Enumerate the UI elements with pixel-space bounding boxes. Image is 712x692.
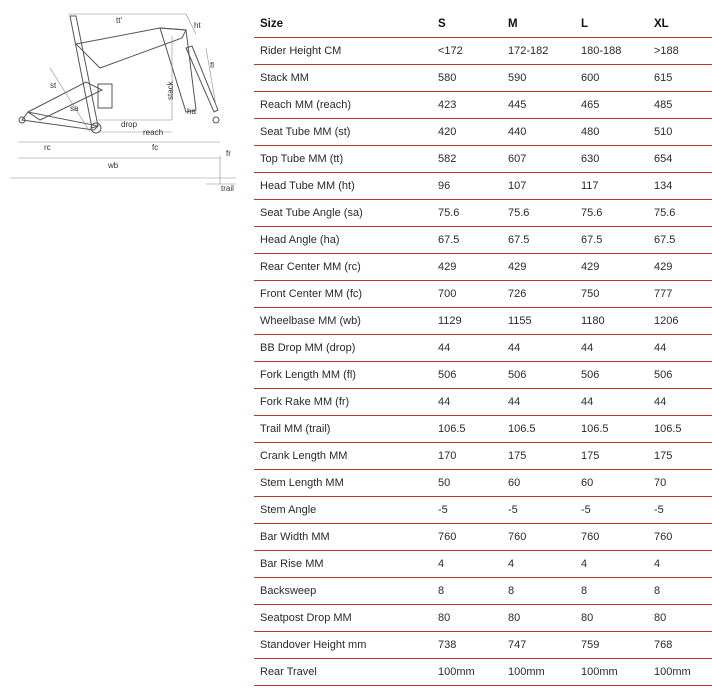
table-cell: 117 (575, 173, 648, 200)
table-cell: 465 (575, 92, 648, 119)
table-cell: 747 (502, 632, 575, 659)
table-cell: 760 (648, 524, 712, 551)
table-row (254, 65, 712, 92)
label-stack: stack (166, 81, 175, 100)
label-reach: reach (143, 128, 164, 137)
header-l: L (575, 11, 648, 38)
table-cell: 180-188 (575, 38, 648, 65)
table-cell: 75.6 (432, 200, 502, 227)
row-label: Seat Tube Angle (sa) (254, 200, 432, 227)
table-cell: 590 (502, 65, 575, 92)
table-cell: -5 (575, 497, 648, 524)
table-row (254, 497, 712, 524)
row-label: Trail MM (trail) (254, 416, 432, 443)
table-cell: 582 (432, 146, 502, 173)
table-cell: 777 (648, 281, 712, 308)
table-cell: 506 (648, 362, 712, 389)
table-cell: 44 (432, 335, 502, 362)
label-fc: fc (152, 143, 159, 152)
row-label: Rear Travel (254, 659, 432, 686)
table-row (254, 524, 712, 551)
header-m: M (502, 11, 575, 38)
table-row (254, 200, 712, 227)
table-cell: 170 (432, 443, 502, 470)
label-ht: ht (194, 21, 201, 30)
table-cell: 423 (432, 92, 502, 119)
table-cell: 75.6 (648, 200, 712, 227)
table-cell: 429 (575, 254, 648, 281)
row-label: Seat Tube MM (st) (254, 119, 432, 146)
row-label: Head Angle (ha) (254, 227, 432, 254)
table-cell: 630 (575, 146, 648, 173)
table-cell: 67.5 (648, 227, 712, 254)
row-label: Rider Height CM (254, 38, 432, 65)
table-cell: 420 (432, 119, 502, 146)
table-cell: 175 (502, 443, 575, 470)
table-cell: 44 (502, 389, 575, 416)
table-cell: 60 (575, 470, 648, 497)
table-cell: 172-182 (502, 38, 575, 65)
table-cell: 106.5 (648, 416, 712, 443)
label-fl: fl (210, 61, 214, 70)
row-label: Bar Rise MM (254, 551, 432, 578)
table-cell: 44 (432, 389, 502, 416)
table-row (254, 632, 712, 659)
label-sa: sa (70, 104, 79, 113)
table-cell: 760 (502, 524, 575, 551)
table-row (254, 470, 712, 497)
table-cell: 44 (648, 335, 712, 362)
table-cell: 175 (648, 443, 712, 470)
table-cell: 429 (432, 254, 502, 281)
table-cell: 44 (648, 389, 712, 416)
table-cell: 8 (432, 578, 502, 605)
row-label: Fork Length MM (fl) (254, 362, 432, 389)
table-row (254, 551, 712, 578)
table-row (254, 389, 712, 416)
table-cell: 80 (432, 605, 502, 632)
table-cell: 8 (502, 578, 575, 605)
table-cell: 445 (502, 92, 575, 119)
table-cell: 67.5 (432, 227, 502, 254)
header-size: Size (254, 11, 432, 38)
table-cell: 440 (502, 119, 575, 146)
label-rc: rc (44, 143, 51, 152)
header-xl: XL (648, 11, 712, 38)
table-cell: 175 (575, 443, 648, 470)
table-cell: 760 (432, 524, 502, 551)
row-label: Stem Length MM (254, 470, 432, 497)
table-row (254, 605, 712, 632)
row-label: Fork Rake MM (fr) (254, 389, 432, 416)
table-cell: 506 (432, 362, 502, 389)
table-cell: 760 (575, 524, 648, 551)
table-cell: 506 (575, 362, 648, 389)
table-cell: 510 (648, 119, 712, 146)
table-cell: 106.5 (432, 416, 502, 443)
row-label: Rear Center MM (rc) (254, 254, 432, 281)
table-cell: 8 (648, 578, 712, 605)
table-cell: 485 (648, 92, 712, 119)
row-label: Crank Length MM (254, 443, 432, 470)
table-cell: 615 (648, 65, 712, 92)
table-row (254, 254, 712, 281)
table-cell: 607 (502, 146, 575, 173)
table-cell: 107 (502, 173, 575, 200)
label-trail: trail (221, 184, 234, 193)
row-label: Stem Angle (254, 497, 432, 524)
table-cell: 429 (648, 254, 712, 281)
row-label: Reach MM (reach) (254, 92, 432, 119)
table-cell: 60 (502, 470, 575, 497)
table-cell: 75.6 (575, 200, 648, 227)
row-label: Seatpost Drop MM (254, 605, 432, 632)
table-row (254, 659, 712, 686)
row-label: Front Center MM (fc) (254, 281, 432, 308)
label-tt: tt' (116, 16, 122, 25)
row-label: Bar Width MM (254, 524, 432, 551)
table-cell: 67.5 (575, 227, 648, 254)
table-cell: 700 (432, 281, 502, 308)
row-label: Standover Height mm (254, 632, 432, 659)
label-drop: drop (121, 120, 138, 129)
table-cell: 759 (575, 632, 648, 659)
table-cell: 75.6 (502, 200, 575, 227)
table-cell: 429 (502, 254, 575, 281)
dimension-lines (10, 14, 236, 184)
table-cell: 1206 (648, 308, 712, 335)
table-row (254, 308, 712, 335)
table-cell: 1180 (575, 308, 648, 335)
geometry-table (254, 11, 712, 686)
header-s: S (432, 11, 502, 38)
table-row (254, 443, 712, 470)
table-cell: 80 (575, 605, 648, 632)
table-row (254, 416, 712, 443)
table-cell: 654 (648, 146, 712, 173)
row-label: Backsweep (254, 578, 432, 605)
table-row (254, 362, 712, 389)
table-row (254, 578, 712, 605)
table-cell: 96 (432, 173, 502, 200)
table-cell: 100mm (648, 659, 712, 686)
table-cell: 44 (575, 335, 648, 362)
row-label: Head Tube MM (ht) (254, 173, 432, 200)
table-cell: 100mm (502, 659, 575, 686)
table-cell: 738 (432, 632, 502, 659)
table-cell: 44 (575, 389, 648, 416)
label-fr: fr (226, 149, 231, 158)
table-row (254, 146, 712, 173)
table-cell: 50 (432, 470, 502, 497)
table-cell: 1129 (432, 308, 502, 335)
geometry-diagram (10, 8, 242, 194)
table-cell: 106.5 (575, 416, 648, 443)
label-wb: wb (108, 161, 119, 170)
row-label: BB Drop MM (drop) (254, 335, 432, 362)
row-label: Top Tube MM (tt) (254, 146, 432, 173)
row-label: Wheelbase MM (wb) (254, 308, 432, 335)
table-cell: 580 (432, 65, 502, 92)
table-cell: 750 (575, 281, 648, 308)
label-st: st (50, 81, 57, 90)
table-row (254, 335, 712, 362)
table-cell: >188 (648, 38, 712, 65)
table-row (254, 281, 712, 308)
table-cell: 4 (648, 551, 712, 578)
table-cell: 106.5 (502, 416, 575, 443)
table-cell: 134 (648, 173, 712, 200)
table-cell: 480 (575, 119, 648, 146)
table-cell: 80 (648, 605, 712, 632)
table-cell: 768 (648, 632, 712, 659)
table-row (254, 38, 712, 65)
table-cell: 44 (502, 335, 575, 362)
table-row (254, 92, 712, 119)
table-cell: -5 (502, 497, 575, 524)
row-label: Stack MM (254, 65, 432, 92)
table-row (254, 173, 712, 200)
table-cell: 70 (648, 470, 712, 497)
table-cell: <172 (432, 38, 502, 65)
table-cell: 4 (502, 551, 575, 578)
table-row (254, 119, 712, 146)
table-cell: 8 (575, 578, 648, 605)
table-cell: 506 (502, 362, 575, 389)
table-cell: 67.5 (502, 227, 575, 254)
table-body (254, 38, 712, 686)
table-cell: 100mm (575, 659, 648, 686)
label-ha: ha (187, 107, 196, 116)
table-cell: 726 (502, 281, 575, 308)
table-cell: 4 (432, 551, 502, 578)
table-cell: 1155 (502, 308, 575, 335)
table-cell: 600 (575, 65, 648, 92)
table-cell: 4 (575, 551, 648, 578)
table-row (254, 227, 712, 254)
table-cell: -5 (432, 497, 502, 524)
table-cell: 100mm (432, 659, 502, 686)
table-header-row (254, 11, 712, 38)
table-cell: -5 (648, 497, 712, 524)
table-cell: 80 (502, 605, 575, 632)
